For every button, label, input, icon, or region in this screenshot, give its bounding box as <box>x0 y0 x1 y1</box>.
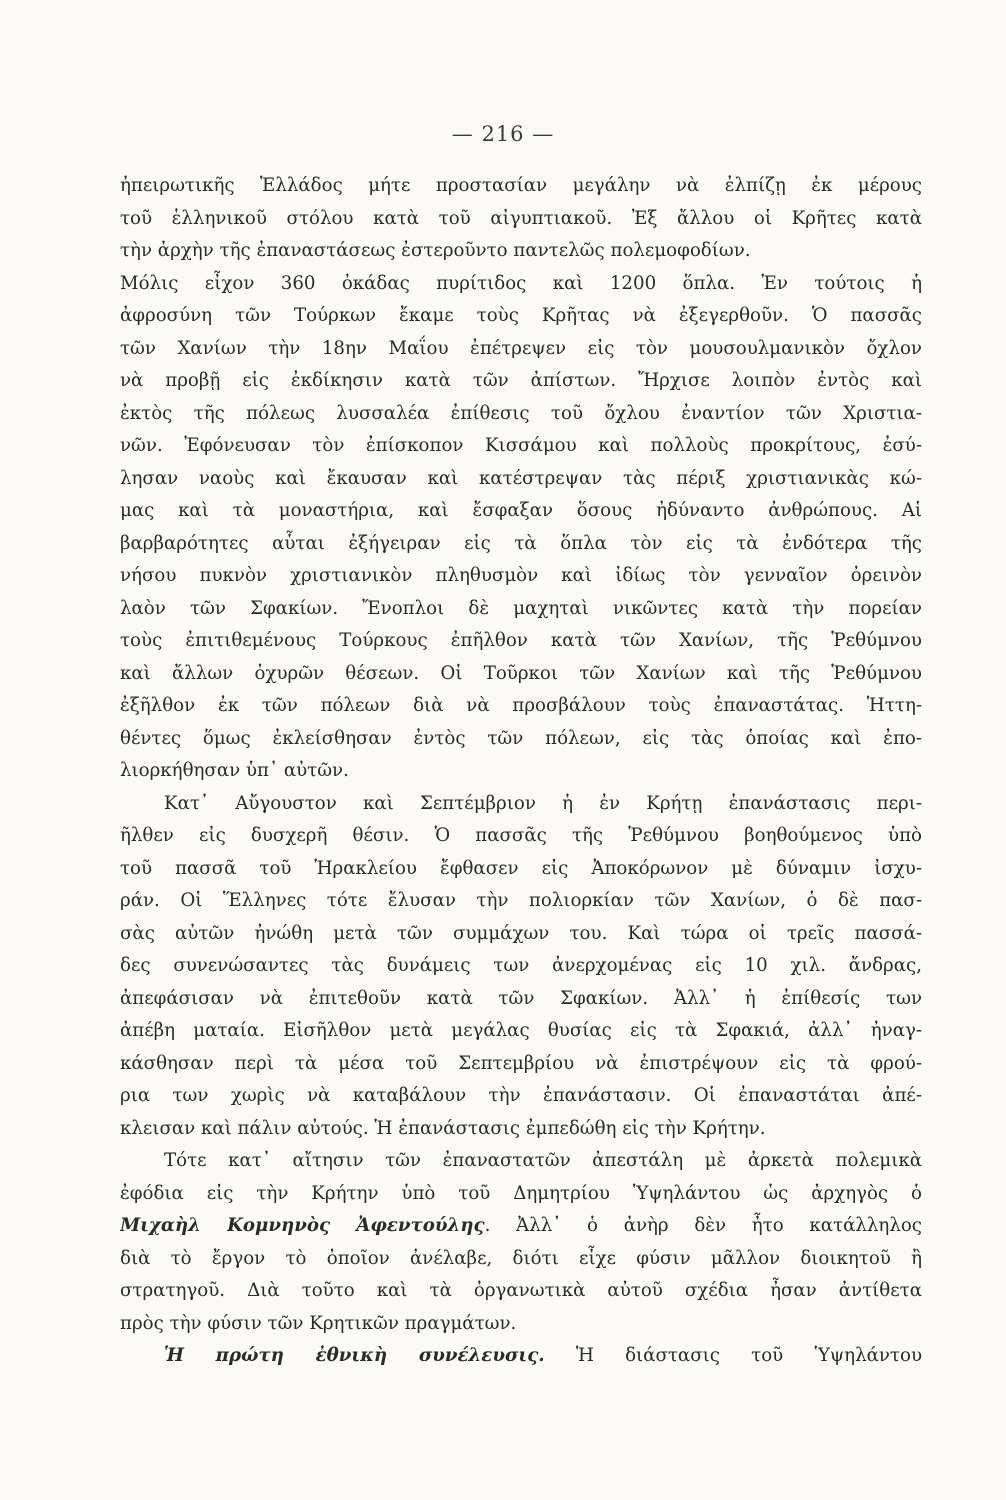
text-line: Ἡ πρώτη ἐθνικὴ συνέλευσις. Ἡ διάστασις τοῦ Ὑψηλάντου <box>164 1345 922 1366</box>
text-line: βαρβαρότητες αὗται ἐξήγειραν εἰς τὰ ὅπλα τὸν εἰς τὰ ἐνδότερα τῆς <box>120 532 922 554</box>
text-line: λιορκήθησαν ὑπ᾽ αὐτῶν. <box>120 760 349 781</box>
text-line: τὴν ἀρχὴν τῆς ἐπαναστάσεως ἐστεροῦντο παντελῶς πολεμοφοδίων. <box>120 240 751 261</box>
text-line: καὶ ἄλλων ὀχυρῶν θέσεων. Οἱ Τοῦρκοι τῶν Χανίων καὶ τῆς Ῥεθύμνου <box>120 662 922 684</box>
text-line: ρια των χωρὶς νὰ καταβάλουν τὴν ἐπανάστασιν. Οἱ ἐπαναστάται ἀπέ- <box>120 1085 922 1106</box>
text-line: μας καὶ τὰ μοναστήρια, καὶ ἔσφαξαν ὅσους ἠδύναντο ἀνθρώπους. Αἱ <box>120 500 922 521</box>
text-line: ἀπεφάσισαν νὰ ἐπιτεθοῦν κατὰ τῶν Σφακίων. Ἀλλ᾽ ἡ ἐπίθεσίς των <box>120 987 922 1009</box>
text-line: κάσθησαν περὶ τὰ μέσα τοῦ Σεπτεμβρίου νὰ ἐπιστρέψουν εἰς τὰ φρού- <box>120 1052 922 1074</box>
text-line: στρατηγοῦ. Διὰ τοῦτο καὶ τὰ ὀργανωτικὰ αὐτοῦ σχέδια ἦσαν ἀντίθετα <box>120 1280 922 1301</box>
text-line: νήσου πυκνὸν χριστιανικὸν πληθυσμὸν καὶ ἰδίως τὸν γενναῖον ὀρεινὸν <box>120 565 922 586</box>
text-line: νὰ προβῇ εἰς ἐκδίκησιν κατὰ τῶν ἀπίστων. Ἤρχισε λοιπὸν ἐντὸς καὶ <box>120 370 922 391</box>
text-line: Κατ᾽ Αὔγουστον καὶ Σεπτέμβριον ἡ ἐν Κρήτῃ ἐπανάστασις περι- <box>164 792 922 814</box>
text-line: Μόλις εἶχον 360 ὀκάδας πυρίτιδος καὶ 1200 ὅπλα. Ἐν τούτοις ἡ <box>120 272 922 294</box>
text-line: δες συνενώσαντες τὰς δυνάμεις των ἀνερχομένας εἰς 10 χιλ. ἄνδρας, <box>120 955 922 976</box>
text-line: Μιχαὴλ Κομνηνὸς Ἀφεντούλης. Ἀλλ᾽ ὁ ἀνὴρ δὲν ἦτο κατάλληλος <box>120 1215 922 1236</box>
text-line: λησαν ναοὺς καὶ ἔκαυσαν καὶ κατέστρεψαν τὰς πέριξ χριστιανικὰς κώ- <box>120 467 922 489</box>
text-line: θέντες ὅμως ἐκλείσθησαν ἐντὸς τῶν πόλεων, εἰς τὰς ὁποίας καὶ ἐπο- <box>120 727 922 749</box>
text-line: λαὸν τῶν Σφακίων. Ἔνοπλοι δὲ μαχηταὶ νικῶντες κατὰ τὴν πορείαν <box>120 597 922 619</box>
text-line: ἀφροσύνη τῶν Τούρκων ἔκαμε τοὺς Κρῆτας νὰ ἐξεγερθοῦν. Ὁ πασσᾶς <box>120 305 922 326</box>
page-number: — 216 — <box>451 122 555 146</box>
body-text <box>120 170 922 1373</box>
bold-heading-run: Ἡ πρώτη ἐθνικὴ συνέλευσις. <box>164 1345 545 1366</box>
text-line: ἀπέβη ματαία. Εἰσῆλθον μετὰ μεγάλας θυσίας εἰς τὰ Σφακιά, ἀλλ᾽ ἠναγ- <box>120 1020 922 1041</box>
text-line: ἐξῆλθον ἐκ τῶν πόλεων διὰ νὰ προσβάλουν τοὺς ἐπαναστάτας. Ἡττη- <box>120 695 922 716</box>
text-line: τῶν Χανίων τὴν 18ην Μαΐου ἐπέτρεψεν εἰς τὸν μουσουλμανικὸν ὄχλον <box>120 337 922 359</box>
text-line: ἐκτὸς τῆς πόλεως λυσσαλέα ἐπίθεσις τοῦ ὄχλου ἐναντίον τῶν Χριστια- <box>120 402 922 424</box>
text-line: ῆλθεν εἰς δυσχερῆ θέσιν. Ὁ πασσᾶς τῆς Ῥεθύμνου βοηθούμενος ὑπὸ <box>120 825 922 846</box>
text-line: Τότε κατ᾽ αἴτησιν τῶν ἐπαναστατῶν ἀπεστάλη μὲ ἀρκετὰ πολεμικὰ <box>164 1150 922 1171</box>
text-line: ἐφόδια εἰς τὴν Κρήτην ὑπὸ τοῦ Δημητρίου Ὑψηλάντου ὡς ἀρχηγὸς ὁ <box>120 1182 922 1204</box>
text-line: πρὸς τὴν φύσιν τῶν Κρητικῶν πραγμάτων. <box>120 1312 517 1334</box>
text-line: ἠπειρωτικῆς Ἑλλάδος μήτε προστασίαν μεγάλην νὰ ἐλπίζῃ ἐκ μέρους <box>120 175 922 196</box>
text-line: τοὺς ἐπιτιθεμένους Τούρκους ἐπῆλθον κατὰ τῶν Χανίων, τῆς Ῥεθύμνου <box>120 630 922 651</box>
text-line: σὰς αὐτῶν ἠνώθη μετὰ τῶν συμμάχων του. Καὶ τώρα οἱ τρεῖς πασσά- <box>120 922 922 944</box>
bold-heading-run: Μιχαὴλ Κομνηνὸς Ἀφεντούλης <box>120 1215 485 1236</box>
text-line: ράν. Οἱ Ἕλληνες τότε ἔλυσαν τὴν πολιορκίαν τῶν Χανίων, ὁ δὲ πασ- <box>120 890 922 911</box>
text-line: διὰ τὸ ἔργον τὸ ὁποῖον ἀνέλαβε, διότι εἶχε φύσιν μᾶλλον διοικητοῦ ἢ <box>120 1247 922 1269</box>
text-line: νῶν. Ἐφόνευσαν τὸν ἐπίσκοπον Κισσάμου καὶ πολλοὺς προκρίτους, ἐσύ- <box>120 435 922 456</box>
text-line: κλεισαν καὶ πάλιν αὐτούς. Ἡ ἐπανάστασις ἐμπεδώθη εἰς τὴν Κρήτην. <box>120 1117 766 1139</box>
text-line: τοῦ ἑλληνικοῦ στόλου κατὰ τοῦ αἰγυπτιακοῦ. Ἐξ ἄλλου οἱ Κρῆτες κατὰ <box>120 207 922 229</box>
text-line: τοῦ πασσᾶ τοῦ Ἡρακλείου ἔφθασεν εἰς Ἀποκόρωνον μὲ δύναμιν ἰσχυ- <box>120 857 922 879</box>
